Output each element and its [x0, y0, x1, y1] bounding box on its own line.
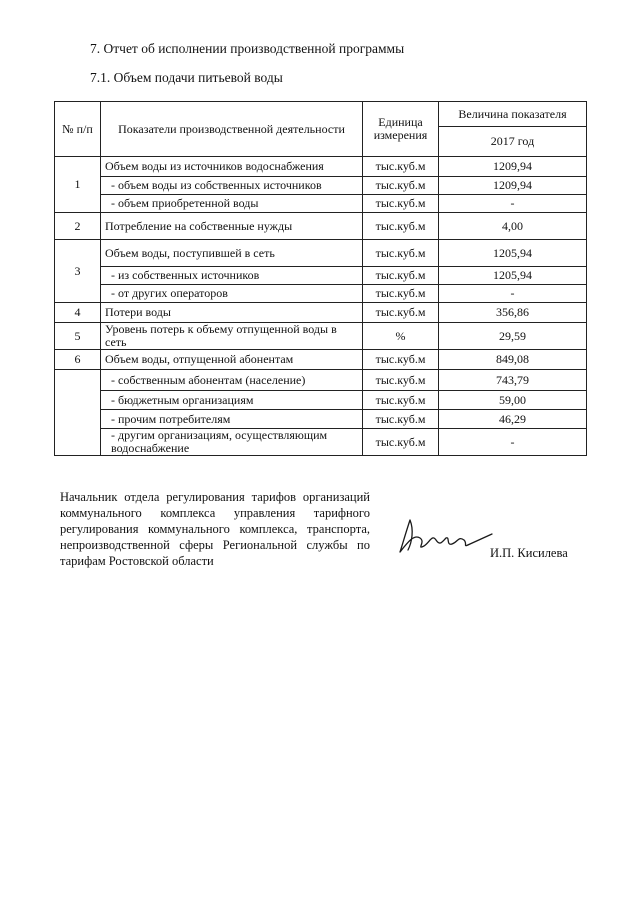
- row-value: 4,00: [439, 213, 587, 240]
- header-num: № п/п: [55, 102, 101, 157]
- row-name: - от других операторов: [101, 285, 363, 303]
- row-name: Потребление на собственные нужды: [101, 213, 363, 240]
- row-unit: тыс.куб.м: [363, 303, 439, 323]
- row-num: 3: [55, 240, 101, 303]
- row-value: -: [439, 285, 587, 303]
- row-value: 29,59: [439, 323, 587, 350]
- subsection-title: 7.1. Объем подачи питьевой воды: [90, 70, 283, 85]
- table-row: [55, 177, 587, 195]
- table-row: [55, 285, 587, 303]
- row-unit: тыс.куб.м: [363, 195, 439, 213]
- row-num: 1: [55, 157, 101, 213]
- water-supply-table: [54, 101, 587, 456]
- row-num: 5: [55, 323, 101, 350]
- section-title: 7. Отчет об исполнении производственной программы: [90, 41, 405, 56]
- table-row: [55, 323, 587, 350]
- row-value: 743,79: [439, 370, 587, 391]
- row-unit: тыс.куб.м: [363, 391, 439, 410]
- row-value: 1205,94: [439, 240, 587, 267]
- table-row: [55, 213, 587, 240]
- table-row: [55, 410, 587, 429]
- row-unit: тыс.куб.м: [363, 177, 439, 195]
- row-num: [55, 370, 101, 456]
- row-num: 6: [55, 350, 101, 370]
- row-num: 2: [55, 213, 101, 240]
- table-row: [55, 350, 587, 370]
- table-row: [55, 267, 587, 285]
- row-num: 4: [55, 303, 101, 323]
- header-unit: Единица измерения: [363, 102, 439, 157]
- row-value: 46,29: [439, 410, 587, 429]
- row-unit: тыс.куб.м: [363, 157, 439, 177]
- table-row: [55, 157, 587, 177]
- table-row: [55, 391, 587, 410]
- table-row: [55, 370, 587, 391]
- table-row: [55, 429, 587, 456]
- row-value: 59,00: [439, 391, 587, 410]
- row-name: - объем воды из собственных источников: [101, 177, 363, 195]
- row-unit: тыс.куб.м: [363, 370, 439, 391]
- row-name: Объем воды, отпущенной абонентам: [101, 350, 363, 370]
- row-value: -: [439, 429, 587, 456]
- row-value: -: [439, 195, 587, 213]
- table-row: [55, 240, 587, 267]
- header-value: Величина показателя: [439, 102, 587, 127]
- row-name: Потери воды: [101, 303, 363, 323]
- row-unit: тыс.куб.м: [363, 285, 439, 303]
- signatory-position: Начальник отдела регулирования тарифов организаций коммунального комплекса управления тарифного регулирования коммунального комплекса, транспорта, непроизводственной сферы Региональной службы по тарифам Ростовской области: [60, 490, 370, 568]
- row-value: 356,86: [439, 303, 587, 323]
- signer-name: И.П. Кисилева: [490, 546, 568, 560]
- row-name: - бюджетным организациям: [101, 391, 363, 410]
- row-name: - объем приобретенной воды: [101, 195, 363, 213]
- row-unit: тыс.куб.м: [363, 410, 439, 429]
- header-indicator: Показатели производственной деятельности: [101, 102, 363, 157]
- row-unit: тыс.куб.м: [363, 240, 439, 267]
- row-value: 849,08: [439, 350, 587, 370]
- header-year: 2017 год: [439, 127, 587, 157]
- row-unit: тыс.куб.м: [363, 429, 439, 456]
- row-unit: тыс.куб.м: [363, 213, 439, 240]
- row-value: 1209,94: [439, 177, 587, 195]
- row-name: - из собственных источников: [101, 267, 363, 285]
- row-name: Уровень потерь к объему отпущенной воды в сеть: [101, 323, 363, 350]
- row-value: 1209,94: [439, 157, 587, 177]
- row-unit: %: [363, 323, 439, 350]
- header-row: [55, 102, 587, 127]
- table-row: [55, 195, 587, 213]
- row-name: - собственным абонентам (население): [101, 370, 363, 391]
- row-unit: тыс.куб.м: [363, 350, 439, 370]
- row-name: Объем воды из источников водоснабжения: [101, 157, 363, 177]
- row-name: - прочим потребителям: [101, 410, 363, 429]
- row-name: - другим организациям, осуществляющим водоснабжение: [101, 429, 363, 456]
- row-name: Объем воды, поступившей в сеть: [101, 240, 363, 267]
- row-value: 1205,94: [439, 267, 587, 285]
- table-row: [55, 303, 587, 323]
- row-unit: тыс.куб.м: [363, 267, 439, 285]
